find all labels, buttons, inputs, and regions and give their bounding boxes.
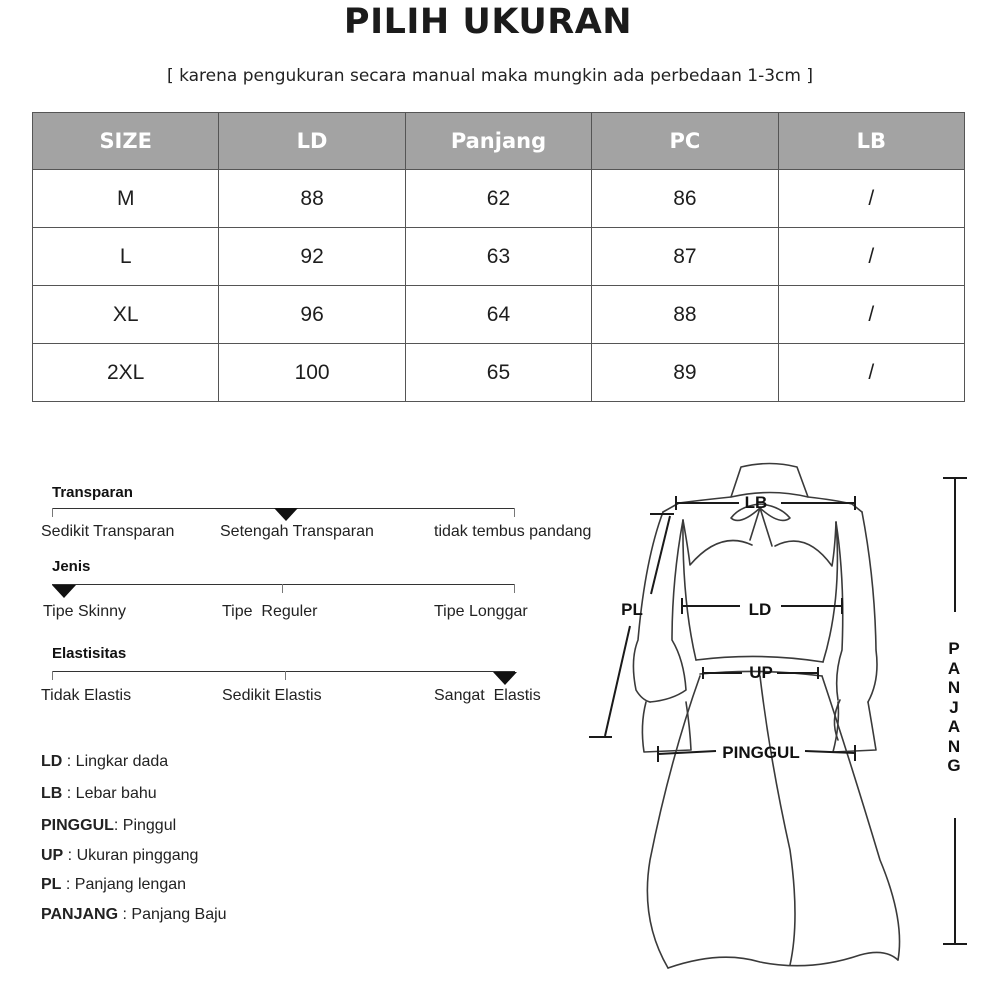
skirt-right — [822, 676, 900, 960]
scale-label: tidak tembus pandang — [434, 523, 592, 540]
table-cell: L — [33, 228, 219, 286]
column-header-size: SIZE — [33, 113, 219, 170]
left-shoulder — [663, 497, 731, 512]
legend-text: Panjang lengan — [74, 876, 187, 893]
legend-separator: : — [62, 785, 76, 802]
scale-tick — [52, 508, 53, 517]
skirt-fold — [760, 676, 795, 965]
skirt-hem — [668, 952, 898, 968]
table-cell: 87 — [592, 228, 778, 286]
table-cell: 89 — [592, 344, 778, 402]
dress-outline — [633, 464, 899, 969]
length-letter: J — [949, 697, 959, 717]
scale-tick — [514, 584, 515, 593]
scale-tick — [285, 671, 286, 680]
right-shoulder — [808, 497, 862, 512]
legend-text: Panjang Baju — [131, 906, 227, 923]
legend-item — [41, 753, 168, 771]
length-letter: P — [948, 639, 960, 658]
scale-label: Sangat Elastis — [434, 687, 541, 704]
waistband-top — [696, 656, 823, 662]
left-yoke — [683, 520, 752, 565]
label-pl: PL — [621, 600, 643, 619]
length-letter: A — [947, 658, 961, 678]
legend-text: Ukuran pinggang — [76, 847, 199, 864]
pl-line-top — [651, 516, 670, 594]
table-cell: 65 — [405, 344, 591, 402]
length-letter: G — [947, 756, 961, 775]
table-cell: 100 — [219, 344, 405, 402]
table-cell: 96 — [219, 286, 405, 344]
legend-text: Lingkar dada — [75, 753, 169, 770]
legend-separator: : — [61, 876, 75, 893]
legend-item — [41, 906, 227, 924]
legend-abbr: PINGGUL — [41, 817, 114, 834]
scale-tick — [514, 508, 515, 517]
scale-marker — [52, 585, 76, 598]
left-bodice-side — [683, 520, 696, 660]
length-letter: A — [947, 717, 961, 736]
table-row — [33, 228, 965, 286]
legend-text: Pinggul — [122, 817, 177, 834]
scale-label: Tipe Reguler — [222, 603, 318, 620]
table-cell: XL — [33, 286, 219, 344]
table-cell: / — [778, 286, 964, 344]
collar-shape — [731, 464, 808, 498]
page-title: PILIH UKURAN — [343, 2, 633, 42]
column-header-lb: LB — [778, 113, 964, 170]
left-sleeve-inner — [650, 520, 686, 702]
scale-label: Sedikit Transparan — [41, 523, 175, 540]
legend-item — [41, 785, 157, 803]
measure-labels — [621, 493, 800, 762]
scale-title: Elastisitas — [52, 645, 127, 662]
table-cell: / — [778, 228, 964, 286]
legend-abbr: PL — [41, 876, 62, 893]
scale-label: Tipe Longgar — [434, 603, 528, 620]
table-cell: 86 — [592, 170, 778, 228]
column-header-ld: LD — [219, 113, 405, 170]
skirt-left — [647, 676, 700, 968]
pl-line-bottom — [605, 626, 630, 736]
label-up: UP — [749, 663, 773, 682]
table-cell: 2XL — [33, 344, 219, 402]
size-table — [32, 112, 965, 402]
table-cell: 88 — [592, 286, 778, 344]
scale-title: Transparan — [52, 484, 133, 501]
legend-separator: : — [63, 847, 77, 864]
table-cell: 62 — [405, 170, 591, 228]
table-cell: M — [33, 170, 219, 228]
label-pinggul: PINGGUL — [722, 743, 800, 762]
table-cell: 63 — [405, 228, 591, 286]
column-header-pc: PC — [592, 113, 778, 170]
legend-separator: : — [62, 753, 76, 770]
legend-separator: : — [113, 817, 123, 834]
table-header-row — [33, 113, 965, 170]
legend-abbr: PANJANG — [41, 906, 119, 923]
label-ld: LD — [748, 600, 772, 619]
length-label-vertical — [944, 639, 964, 776]
scale-label: Setengah Transparan — [220, 523, 374, 540]
table-row — [33, 344, 965, 402]
dress-diagram — [580, 450, 970, 980]
table-cell: 88 — [219, 170, 405, 228]
measure-lines — [589, 478, 967, 944]
legend-abbr: LB — [41, 785, 63, 802]
scale-label: Sedikit Elastis — [222, 687, 322, 704]
column-header-panjang: Panjang — [405, 113, 591, 170]
length-letter: N — [947, 678, 961, 697]
legend-abbr: UP — [41, 847, 64, 864]
length-letter: N — [947, 736, 961, 756]
scale-title: Jenis — [52, 558, 91, 575]
table-cell: 64 — [405, 286, 591, 344]
scale-label: Tidak Elastis — [41, 687, 132, 704]
table-cell: / — [778, 344, 964, 402]
legend-item — [41, 876, 186, 894]
right-yoke — [775, 522, 836, 566]
legend-separator: : — [118, 906, 132, 923]
right-sleeve-outer — [862, 512, 877, 702]
table-row — [33, 170, 965, 228]
scale-line — [52, 671, 515, 672]
table-row — [33, 286, 965, 344]
legend-item — [41, 847, 198, 865]
table-cell: / — [778, 170, 964, 228]
table-cell: 92 — [219, 228, 405, 286]
scale-label: Tipe Skinny — [43, 603, 126, 620]
legend-abbr: LD — [41, 753, 63, 770]
legend-text: Lebar bahu — [75, 785, 157, 802]
scale-marker — [493, 672, 517, 685]
scale-marker — [274, 508, 298, 521]
scale-tick — [52, 671, 53, 680]
legend-item — [41, 817, 176, 835]
measurement-note: [ karena pengukuran secara manual maka mungkin ada perbedaan 1-3cm ] — [167, 66, 813, 86]
scale-tick — [282, 584, 283, 593]
label-lb: LB — [744, 493, 768, 512]
scale-line — [52, 584, 515, 585]
